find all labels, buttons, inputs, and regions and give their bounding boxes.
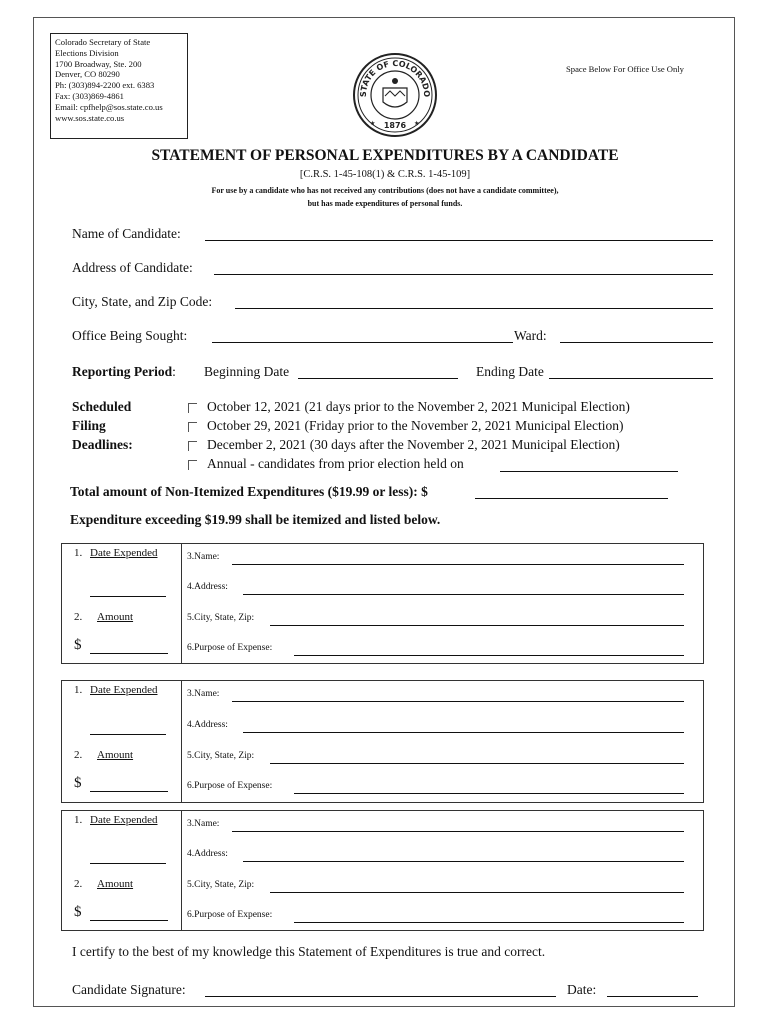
amount-field[interactable] (90, 781, 168, 792)
payee-purpose-label: 6.Purpose of Expense: (187, 909, 273, 920)
address-line: Elections Division (55, 47, 119, 58)
candidate-name-label: Name of Candidate: (72, 226, 181, 241)
address-box (50, 33, 188, 139)
address-line: Denver, CO 80290 (55, 69, 120, 80)
ending-date-label: Ending Date (476, 364, 544, 379)
deadline-checkbox-1[interactable] (188, 403, 197, 413)
payee-name-label: 3.Name: (187, 689, 220, 699)
payee-address-label: 4.Address: (187, 582, 228, 593)
dollar-sign: $ (74, 775, 82, 792)
itemize-note: Expenditure exceeding $19.99 shall be itemized and listed below. (70, 512, 441, 527)
address-line: Email: cpfhelp@sos.state.co.us (55, 101, 163, 112)
deadline-option-1: October 12, 2021 (21 days prior to the November 2, 2021 Municipal Election) (207, 399, 630, 414)
signature-date-field[interactable] (607, 983, 698, 997)
payee-purpose-field[interactable] (294, 781, 684, 794)
date-expended-label: Date Expended (90, 814, 158, 826)
reporting-period-label: Reporting Period: (72, 364, 176, 379)
deadline-checkbox-4[interactable] (188, 460, 197, 470)
date-expended-field[interactable] (90, 726, 166, 735)
address-line: Ph: (303)894-2200 ext. 6383 (55, 80, 155, 91)
deadlines-label-1: Scheduled (72, 399, 132, 414)
address-line: www.sos.state.co.us (55, 112, 125, 123)
deadline-option-4: Annual - candidates from prior election held on (207, 456, 464, 471)
date-number: 1. (74, 684, 83, 696)
deadline-option-2: October 29, 2021 (Friday prior to the November 2, 2021 Municipal Election) (207, 418, 624, 433)
seal-year: 1876 (383, 121, 407, 130)
candidate-address-label: Address of Candidate: (72, 260, 193, 275)
payee-address-label: 4.Address: (187, 849, 228, 860)
payee-purpose-field[interactable] (294, 643, 684, 656)
candidate-name-field[interactable] (205, 227, 713, 241)
payee-address-field[interactable] (243, 582, 684, 595)
payee-purpose-field[interactable] (294, 910, 684, 923)
deadline-checkbox-3[interactable] (188, 441, 197, 451)
ward-field[interactable] (560, 329, 713, 343)
date-expended-label: Date Expended (90, 684, 158, 696)
payee-city-label: 5.City, State, Zip: (187, 612, 255, 623)
date-number: 1. (74, 814, 83, 826)
deadlines-label-3: Deadlines: (72, 437, 133, 452)
city-state-zip-label: City, State, and Zip Code: (72, 294, 213, 309)
svg-text:★: ★ (370, 121, 376, 127)
ending-date-field[interactable] (549, 365, 713, 379)
date-expended-field[interactable] (90, 588, 166, 597)
signature-field[interactable] (205, 983, 556, 997)
expenditure-entry (61, 543, 704, 664)
amount-label: Amount (97, 748, 134, 761)
candidate-address-field[interactable] (214, 261, 713, 275)
usage-note-2: but has made expenditures of personal funds. (307, 199, 463, 208)
payee-address-field[interactable] (243, 720, 684, 733)
form-title: STATEMENT OF PERSONAL EXPENDITURES BY A CANDIDATE (151, 147, 619, 164)
dollar-sign: $ (74, 636, 82, 653)
entry-column-divider (181, 544, 182, 663)
entry-column-divider (181, 681, 182, 802)
deadline-option-3: December 2, 2021 (30 days after the November 2, 2021 Municipal Election) (207, 437, 620, 452)
deadlines-label-2: Filing (72, 418, 106, 433)
payee-address-field[interactable] (243, 849, 684, 862)
amount-field[interactable] (90, 910, 168, 921)
certification-statement: I certify to the best of my knowledge this Statement of Expenditures is true and correct. (72, 944, 546, 959)
prior-election-date-field[interactable] (500, 458, 678, 472)
ward-label: Ward: (514, 328, 547, 343)
payee-city-label: 5.City, State, Zip: (187, 750, 255, 761)
amount-number: 2. (74, 877, 83, 890)
city-state-zip-field[interactable] (235, 295, 713, 309)
beginning-date-label: Beginning Date (204, 364, 290, 379)
beginning-date-field[interactable] (298, 365, 458, 379)
amount-number: 2. (74, 610, 83, 623)
dollar-sign: $ (74, 903, 82, 920)
non-itemized-total-field[interactable] (475, 485, 668, 499)
address-line: 1700 Broadway, Ste. 200 (55, 58, 142, 69)
payee-address-label: 4.Address: (187, 719, 228, 730)
date-number: 1. (74, 547, 83, 559)
deadline-checkbox-2[interactable] (188, 422, 197, 432)
payee-name-label: 3.Name: (187, 819, 220, 829)
payee-purpose-label: 6.Purpose of Expense: (187, 781, 273, 792)
payee-name-field[interactable] (232, 552, 684, 565)
payee-city-field[interactable] (270, 613, 684, 626)
payee-city-field[interactable] (270, 751, 684, 764)
payee-city-field[interactable] (270, 880, 684, 893)
office-use-label: Space Below For Office Use Only (566, 64, 684, 74)
amount-label: Amount (97, 610, 134, 623)
amount-field[interactable] (90, 643, 168, 654)
payee-city-label: 5.City, State, Zip: (187, 879, 255, 890)
usage-note-1: For use by a candidate who has not received any contributions (does not have a candidate committee), (211, 186, 559, 195)
date-expended-field[interactable] (90, 855, 166, 864)
expenditure-entry (61, 680, 704, 803)
svg-text:★: ★ (414, 121, 420, 127)
expenditure-entry (61, 810, 704, 931)
payee-name-field[interactable] (232, 689, 684, 702)
payee-name-label: 3.Name: (187, 552, 220, 562)
state-seal-icon (352, 52, 438, 138)
office-sought-field[interactable] (212, 329, 513, 343)
amount-label: Amount (97, 877, 134, 890)
address-line: Colorado Secretary of State (55, 37, 151, 47)
statute-reference: [C.R.S. 1-45-108(1) & C.R.S. 1-45-109] (299, 169, 471, 180)
office-sought-label: Office Being Sought: (72, 328, 188, 343)
signature-label: Candidate Signature: (72, 982, 186, 997)
signature-date-label: Date: (567, 982, 597, 997)
address-line: Fax: (303)869-4861 (55, 90, 124, 101)
seal-top-text: STATE OF COLORADO (358, 58, 432, 98)
payee-purpose-label: 6.Purpose of Expense: (187, 642, 273, 653)
date-expended-label: Date Expended (90, 547, 158, 559)
non-itemized-total-label: Total amount of Non-Itemized Expenditures ($19.99 or less): $ (70, 484, 428, 499)
payee-name-field[interactable] (232, 819, 684, 832)
amount-number: 2. (74, 748, 83, 761)
entry-column-divider (181, 811, 182, 930)
